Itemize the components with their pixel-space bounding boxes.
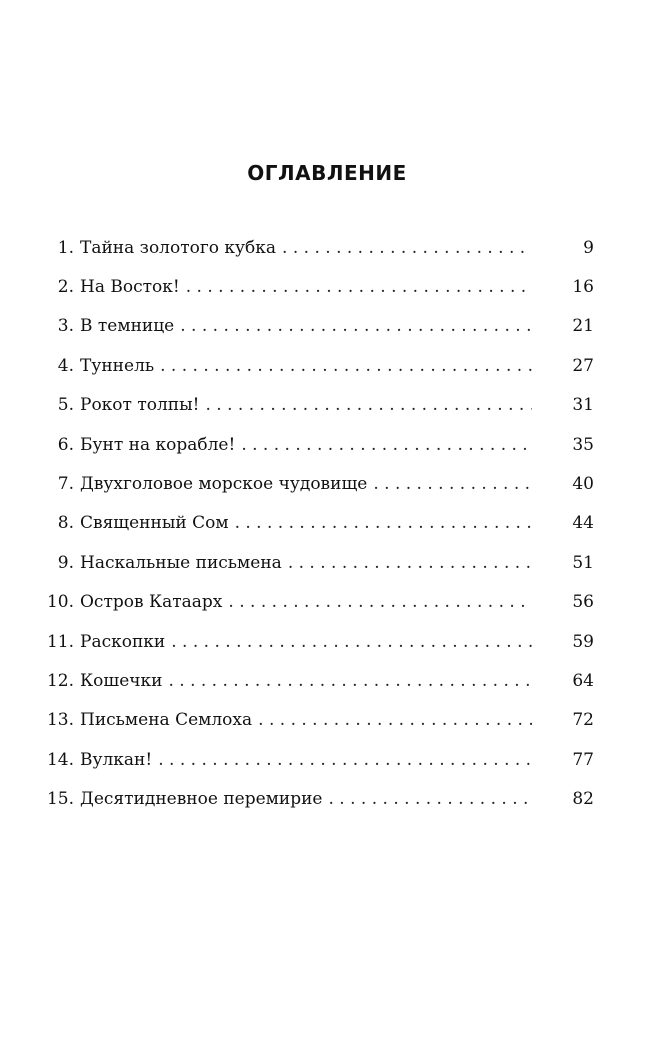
toc-entry xyxy=(0,622,654,661)
dot-leader xyxy=(180,316,532,336)
toc-entry xyxy=(0,583,654,622)
toc-entry xyxy=(0,346,654,385)
entry-page-number: 40 xyxy=(572,474,594,495)
toc-entry xyxy=(0,464,654,503)
entry-title: Двухголовое морское чудовище xyxy=(80,474,368,495)
toc-entry xyxy=(0,504,654,543)
entry-title: Бунт на корабле! xyxy=(80,434,236,455)
entry-title: Десятидневное перемирие xyxy=(80,789,323,810)
toc-entry xyxy=(0,779,654,818)
dot-leader xyxy=(168,671,532,691)
entry-title: Наскальные письмена xyxy=(80,552,282,573)
dot-leader xyxy=(288,553,532,573)
entry-page-number: 9 xyxy=(583,237,594,258)
entry-page-number: 77 xyxy=(572,749,594,770)
entry-title: Рокот толпы! xyxy=(80,395,200,416)
entry-number: 1. xyxy=(57,237,74,258)
entry-page-number: 72 xyxy=(572,710,594,731)
entry-number: 9. xyxy=(57,552,74,573)
page-title: ОГЛАВЛЕНИЕ xyxy=(247,161,407,185)
entry-page-number: 16 xyxy=(572,277,594,298)
toc-entry xyxy=(0,740,654,779)
entry-page-number: 51 xyxy=(572,552,594,573)
toc-entry xyxy=(0,307,654,346)
entry-number: 11. xyxy=(46,631,74,652)
dot-leader xyxy=(186,277,532,297)
entry-page-number: 44 xyxy=(572,513,594,534)
entry-number: 14. xyxy=(46,749,74,770)
entry-number: 12. xyxy=(46,670,74,691)
entry-page-number: 82 xyxy=(572,789,594,810)
entry-title: В темнице xyxy=(80,316,175,337)
entry-title: Туннель xyxy=(80,355,155,376)
toc-entry xyxy=(0,267,654,306)
entry-page-number: 21 xyxy=(572,316,594,337)
dot-leader xyxy=(158,750,532,770)
toc-entry xyxy=(0,543,654,582)
entry-page-number: 35 xyxy=(572,434,594,455)
entry-page-number: 27 xyxy=(572,355,594,376)
toc-entry xyxy=(0,701,654,740)
entry-title: Священный Сом xyxy=(80,513,229,534)
entry-number: 15. xyxy=(46,789,74,810)
entry-number: 6. xyxy=(57,434,74,455)
dot-leader xyxy=(241,435,532,455)
toc-entry xyxy=(0,425,654,464)
dot-leader xyxy=(282,238,532,258)
toc-entry xyxy=(0,386,654,425)
toc-entry xyxy=(0,228,654,267)
entry-number: 10. xyxy=(46,592,74,613)
entry-number: 3. xyxy=(57,316,74,337)
entry-title: Раскопки xyxy=(80,631,166,652)
entry-page-number: 59 xyxy=(572,631,594,652)
entry-title: Кошечки xyxy=(80,670,163,691)
dot-leader xyxy=(258,710,532,730)
dot-leader xyxy=(328,789,532,809)
entry-number: 8. xyxy=(57,513,74,534)
dot-leader xyxy=(171,632,532,652)
dot-leader xyxy=(228,592,532,612)
entry-page-number: 56 xyxy=(572,592,594,613)
toc-entry xyxy=(0,661,654,700)
entry-page-number: 31 xyxy=(572,395,594,416)
dot-leader xyxy=(235,513,532,533)
entry-number: 4. xyxy=(57,355,74,376)
toc-list xyxy=(0,228,654,819)
entry-number: 5. xyxy=(57,395,74,416)
entry-title: Остров Катаарх xyxy=(80,592,223,613)
entry-number: 13. xyxy=(46,710,74,731)
entry-title: На Восток! xyxy=(80,277,180,298)
entry-number: 7. xyxy=(57,474,74,495)
entry-page-number: 64 xyxy=(572,670,594,691)
dot-leader xyxy=(205,395,532,415)
entry-title: Письмена Семлоха xyxy=(80,710,253,731)
entry-title: Вулкан! xyxy=(80,749,153,770)
dot-leader xyxy=(160,356,532,376)
entry-title: Тайна золотого кубка xyxy=(80,237,277,258)
entry-number: 2. xyxy=(57,277,74,298)
dot-leader xyxy=(373,474,532,494)
